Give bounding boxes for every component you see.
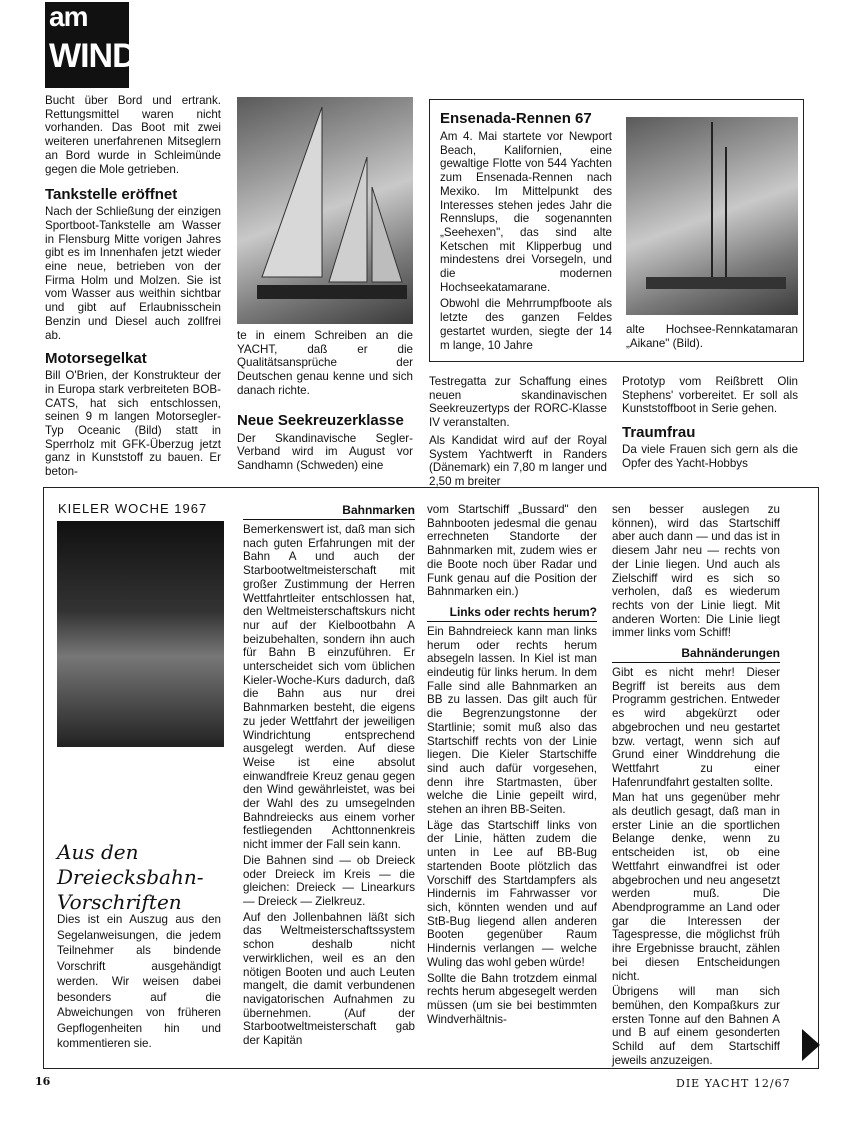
motorsegelkat-text: Bill O'Brien, der Konstrukteur der in Europa stark verbreiteten BOB-CATS, hat sich entschlossen, seinen 9 m langen Motorsegler-Typ Oceanic (Bild) statt in Sperrholz mit GFK-Überzug jetzt ganz in Kunststoff zu bauen. Er beton- <box>45 369 221 479</box>
sailboat-photo <box>237 97 413 324</box>
column-3 <box>429 375 607 489</box>
kw-intro-text: Dies ist ein Auszug aus den Segelanweisungen, die jedem Teilnehmer als bindende Vorschrift ausgehändigt werden. Wir weisen dabei besonders auf die Abweichungen von früheren Gepflogenheiten hin und kommentieren sie. <box>57 913 221 1050</box>
heading-motorsegelkat: Motorsegelkat <box>45 350 147 368</box>
column-2 <box>237 329 413 473</box>
tankstelle-text: Nach der Schließung der einzigen Sportboot-Tankstelle am Wasser in Flensburg Mitte vorigen Jahres gibt es im Innenhafen jetzt wieder eine neue, betrieben von der Firma Holm und Molzen. Sie ist vom Wasser aus weithin sichtbar und gibt auf Erlaubnisschein Benzin und Diesel auch zollfrei ab. <box>45 205 221 342</box>
neue-seekreuzer-text: Der Skandinavische Segler-Verband wird im August vor Sandhamn (Schweden) eine <box>237 431 413 472</box>
testregatta-text: Testregatta zur Schaffung eines neuen skandinavischen Seekreuzertyps der RORC-Klasse IV veranstalten. <box>429 375 607 430</box>
continue-arrow-icon <box>802 1029 820 1061</box>
column-1 <box>45 94 221 479</box>
heading-links-oder-rechts: Links oder rechts herum? <box>427 605 597 622</box>
catamaran-caption: alte Hochsee-Rennkatamaran „Aikane" (Bild). <box>626 323 798 350</box>
links-text-3: Sollte die Bahn trotzdem einmal rechts herum abgesegelt werden müssen (um sie bei bestimmten Windverhältnis- <box>427 971 597 1026</box>
kw-column-4 <box>612 503 780 1067</box>
links-text-1: Ein Bahndreieck kann man links herum oder rechts herum absegeln lassen. In Kiel ist man eindeutig für links herum. In dem Falle sind alle Bahnmarken an BB zu lassen. Das gilt auch für die Begrenzungstonne der Startlinie; somit muß also das Startschiff rechts von der Linie liegen. Die Kieler Startschiffe sind auch dafür vorgesehen, denn ihre Startmasten, über welche die Linie gepeilt wird, stehen an ihren BB-Seiten. <box>427 624 597 817</box>
yacht-letter-text: te in einem Schreiben an die YACHT, daß er die Qualitätsansprüche der Deutschen genau kenne und sich danach richte. <box>237 329 413 397</box>
section-script-title: Aus den Dreiecksbahn-Vorschriften <box>57 840 204 914</box>
heading-bahnaenderungen: Bahnänderungen <box>612 646 780 663</box>
catamaran-photo <box>626 117 798 315</box>
regatta-photo <box>57 521 224 747</box>
ensenada-box <box>429 99 804 362</box>
bahnmarken-text-3: Auf den Jollenbahnen läßt sich das Weltmeisterschaftssystem schon deshalb nicht verwirklichen, weil es an den nötigen Booten und auch Leuten mangelt, die damit verbundenen navigatorischen Aufnahmen zu übernehmen. (Auf der Starbootweltmeisterschaft gab der Kapitän <box>243 910 415 1048</box>
logo-line1: am <box>49 1 88 32</box>
heading-bahnmarken: Bahnmarken <box>243 503 415 520</box>
kw-column-2 <box>243 503 415 1048</box>
column-4 <box>622 375 798 471</box>
ensenada-text-1: Am 4. Mai startete vor Newport Beach, Kalifornien, eine gewaltige Flotte von 544 Yachten zum Ensenada-Rennen nach Mexiko. Im Mittelpunkt des Interesses stehen jedes Jahr die Rennslups, die sogenannten „Seehexen", das sind alte Ketschen mit Klipperbug und mindestens drei Vorsegeln, und die modernen Hochseekatamarane. <box>440 130 612 294</box>
catamaran-illustration <box>626 117 798 315</box>
bahnaenderungen-text-2: Man hat uns gegenüber mehr als deutlich gesagt, daß man in erster Linie an die sportlichen Belange denke, wenn zu entscheiden ist, ob eine Wettfahrt einwandfrei ist oder abgebrochen und neu angesetzt werden muß. Die Abendprogramme an Land oder gar die Interessen der Tagespresse, die möglichst früh ihre Ergebnisse braucht, zählen bei diesen Entscheidungen nicht. <box>612 791 780 983</box>
page-number: 16 <box>35 1075 51 1088</box>
logo-line2: WIND <box>49 37 136 75</box>
traumfrau-text: Da viele Frauen sich gern als die Opfer des Yacht-Hobbys <box>622 443 798 470</box>
heading-neue-seekreuzerklasse: Neue Seekreuzerklasse <box>237 411 404 429</box>
heading-traumfrau: Traumfrau <box>622 424 696 442</box>
am-wind-logo <box>45 1 136 88</box>
ensenada-title: Ensenada-Rennen 67 <box>440 110 592 127</box>
sailboat-illustration <box>237 97 413 324</box>
intro-text: Bucht über Bord und ertrank. Rettungsmittel waren nicht vorhanden. Das Boot mit zwei weiteren unerfahrenen Mitseglern an Bord wurde in Schleimünde gegen die Mole getrieben. <box>45 94 221 176</box>
kandidat-text: Als Kandidat wird auf der Royal System Yachtwerft in Randers (Dänemark) ein 7,80 m langer und 2,50 m breiter <box>429 433 607 488</box>
bahnaenderungen-text-3: Übrigens will man sich bemühen, den Kompaßkurs zur ersten Tonne auf den Bahnen A und B auf einem gesonderten Schild auf dem Startschiff jeweils anzuzeigen. <box>612 985 780 1067</box>
zielschiff-text: sen besser auslegen zu können), wird das Startschiff aber auch dann — und das ist in diesem Jahr neu — rechts von der Linie liegen. Und auch als Zielschiff wird es sich so verholen, daß es wiederum rechts von der Linie liegt. Mit anderen Worten: Die Linie liegt immer links vom Schiff! <box>612 503 780 640</box>
startschiff-text: vom Startschiff „Bussard" den Bahnbooten jedesmal die genau errechneten Standorte der Bahnmarken mit, zudem wies er die Boote noch über Radar und Funk genau auf die Position der Bahnmarken ein.) <box>427 503 597 599</box>
kw-column-3 <box>427 503 597 1026</box>
kieler-woche-label: KIELER WOCHE 1967 <box>58 501 208 516</box>
links-text-2: Läge das Startschiff links von der Linie, hätten zudem die unten in Lee auf BB-Bug startenden Boote plötzlich das Vorschiff des Startdampfers als Hindernis im Fahrwasser vor sich, könnten wenden und auf StB-Bug liegend allen anderen Booten gegenüber Raum Hindernis verlangen — welche Wuling das wohl geben würde! <box>427 818 597 969</box>
ensenada-text-2: Obwohl die Mehrrumpfboote als letzte des ganzen Feldes gestartet wurden, siegte der 14 m lange, 10 Jahre <box>440 297 612 352</box>
bahnmarken-text-2: Die Bahnen sind — ob Dreieck oder Dreieck im Kreis — die gleichen: Dreieck — Linearkurs — Dreieck — Zielkreuz. <box>243 853 415 908</box>
bahnmarken-text-1: Bemerkenswert ist, daß man sich nach guten Erfahrungen mit der Bahn A und auch der Starbootweltmeisterschaft mit großer Zustimmung der Herren Wettfahrtleiter entschlossen hat, den Weltmeisterschaftskurs nicht nur auf der Kielbootbahn A beizubehalten, sondern ihn auch für Bahn B einzuführen. Er unterscheidet sich vom üblichen Kieler-Woche-Kurs dadurch, daß die Bahn aus nur drei Bahnmarken besteht, die eigens zu jeder Wettfahrt der jeweiligen Windrichtung entsprechend ausgelegt werden. Auf diese Weise ist eine absolut einwandfreie Kreuz genau gegen den Wind gewährleistet, was bei der Wahl des zu umsegelnden Bahndreiecks aus einem vorher festliegenden Achttonnenkreis nicht immer der Fall sein kann. <box>243 523 415 852</box>
prototyp-text: Prototyp vom Reißbrett Olin Stephens' vorbereitet. Er soll als Kunststoffboot in Serie gehen. <box>622 375 798 416</box>
heading-tankstelle: Tankstelle eröffnet <box>45 186 178 204</box>
magazine-footer: DIE YACHT 12/67 <box>676 1077 791 1090</box>
bahnaenderungen-text-1: Gibt es nicht mehr! Dieser Begriff ist bereits aus dem Programm gestrichen. Entweder es wird abgekürzt oder abgebrochen und neu gestartet bzw. vertagt, wenn sich auf Grund einer Winddrehung die Wettfahrt zu einer Hafenrundfahrt gestalten sollte. <box>612 666 780 789</box>
